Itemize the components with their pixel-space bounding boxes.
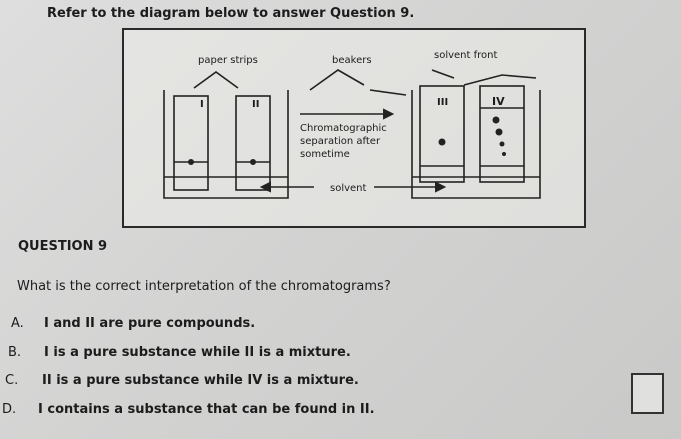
- answer-box[interactable]: [631, 373, 664, 414]
- caption-line-2: separation after: [300, 136, 381, 147]
- option-d-text: I contains a substance that can be found in II.: [38, 402, 375, 417]
- paper-strip-i: [174, 96, 208, 190]
- question-text: What is the correct interpretation of the chromatograms?: [17, 279, 391, 294]
- diagram-drawing: [124, 30, 584, 226]
- option-b-letter: B.: [8, 345, 22, 360]
- chromatography-diagram: [122, 28, 586, 228]
- question-heading: QUESTION 9: [18, 239, 108, 254]
- beakers-pointer-left: [310, 70, 364, 90]
- label-paper-strips: paper strips: [198, 55, 258, 66]
- option-a-text: I and II are pure compounds.: [44, 316, 256, 331]
- spot-strip-iv-1: [493, 117, 500, 124]
- solvent-front-pointer-right: [464, 75, 536, 85]
- caption-line-1: Chromatographic: [300, 123, 387, 134]
- paper-strip-ii: [236, 96, 270, 190]
- spot-strip-ii: [250, 159, 256, 165]
- option-d-letter: D.: [2, 402, 17, 417]
- paper-strips-pointer: [194, 72, 238, 88]
- caption-line-3: sometime: [300, 149, 350, 160]
- instruction-text: Refer to the diagram below to answer Question 9.: [47, 6, 415, 21]
- option-a-letter: A.: [11, 316, 24, 331]
- label-strip-iv: IV: [492, 95, 505, 108]
- label-beakers: beakers: [332, 55, 372, 66]
- label-solvent: solvent: [330, 183, 367, 194]
- option-c-text: II is a pure substance while IV is a mixture.: [42, 373, 359, 388]
- label-strip-i: I: [200, 99, 204, 110]
- label-strip-iii: III: [437, 97, 449, 108]
- label-strip-ii: II: [252, 99, 260, 110]
- label-solvent-front: solvent front: [434, 50, 498, 61]
- option-b-text: I is a pure substance while II is a mixture.: [44, 345, 351, 360]
- beakers-pointer-right: [370, 90, 406, 95]
- spot-strip-iv-4: [502, 152, 506, 156]
- spot-strip-iv-3: [500, 142, 505, 147]
- spot-strip-i: [188, 159, 194, 165]
- solvent-front-pointer-left: [432, 70, 454, 78]
- option-c-letter: C.: [5, 373, 19, 388]
- spot-strip-iv-2: [496, 129, 503, 136]
- spot-strip-iii: [439, 139, 446, 146]
